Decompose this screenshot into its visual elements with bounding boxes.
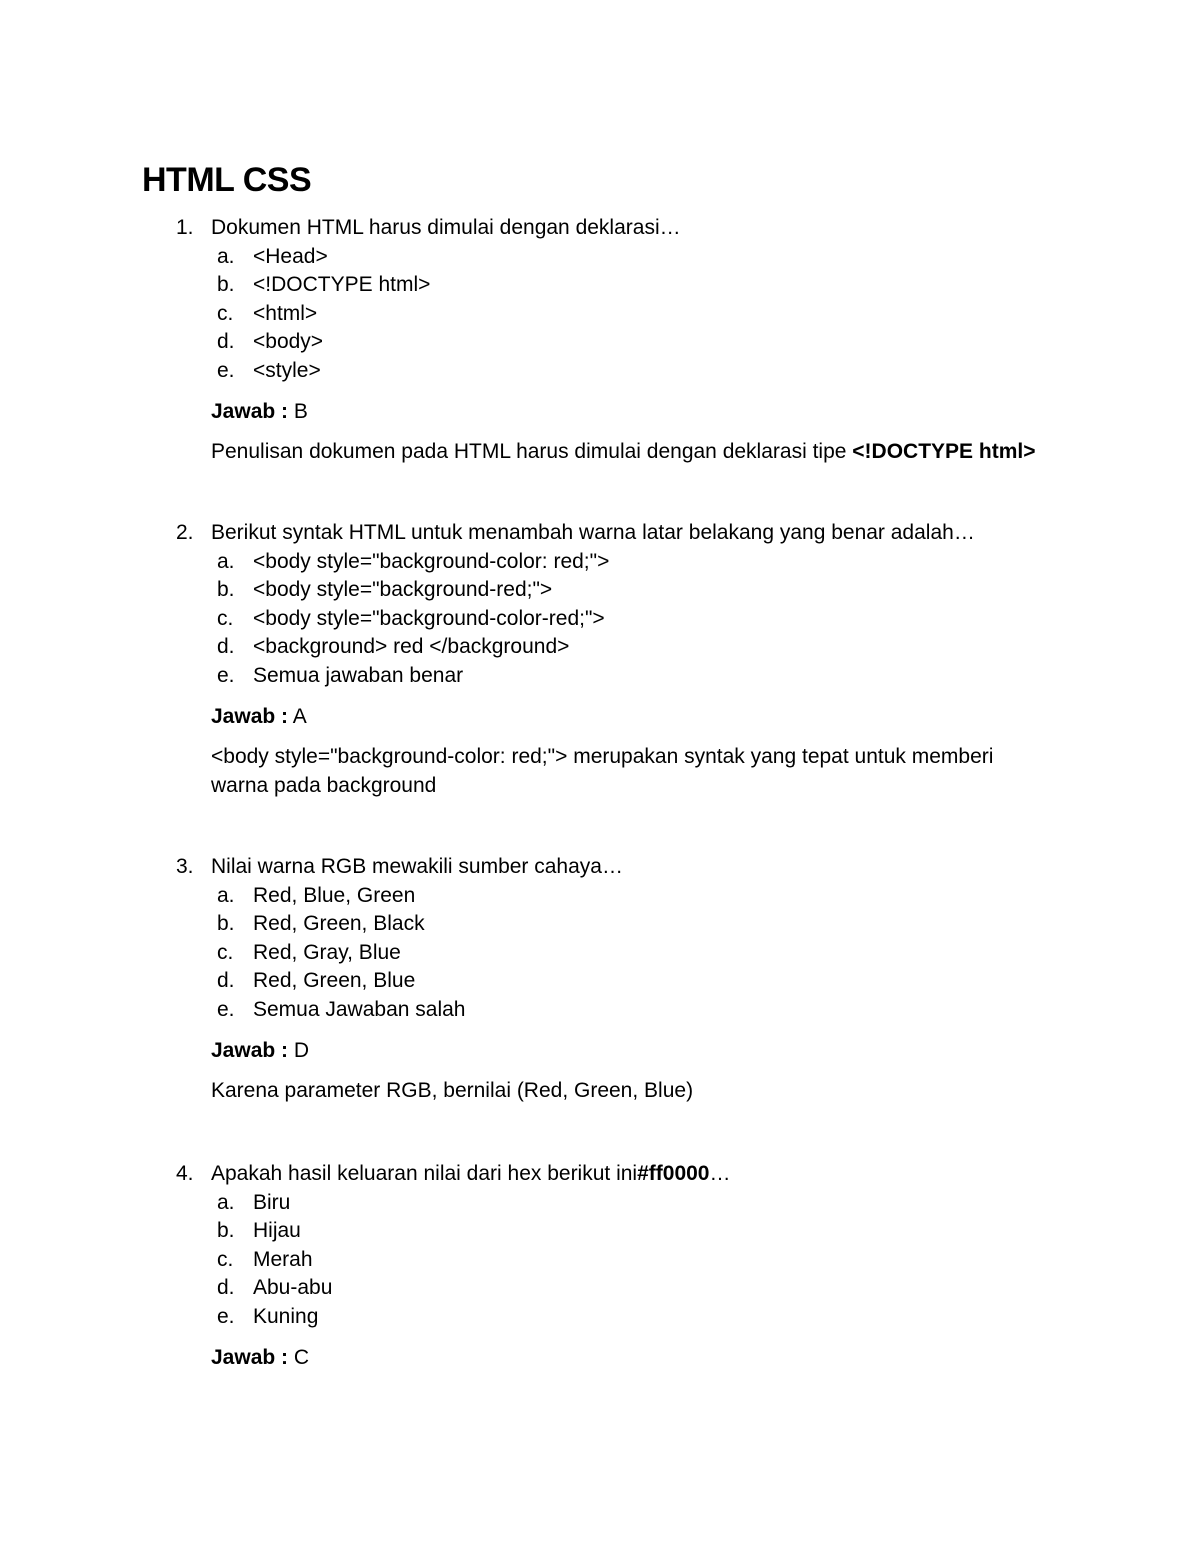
option-letter: e. (217, 1304, 235, 1328)
answer-value: C (293, 1345, 310, 1369)
question-text (176, 853, 1056, 882)
option-letter: c. (217, 606, 234, 630)
answer-label: Jawab : (211, 1345, 289, 1369)
answer-line (176, 703, 1056, 732)
option-d (176, 328, 1056, 357)
option-a (176, 243, 1056, 272)
question-text (176, 1160, 1056, 1189)
option-text: Red, Green, Blue (253, 969, 416, 993)
question-4 (176, 1160, 1056, 1372)
option-letter: a. (217, 244, 235, 268)
option-letter: d. (217, 635, 235, 659)
explanation-text: Penulisan dokumen pada HTML harus dimulai dengan deklarasi tipe (211, 440, 853, 464)
option-list (176, 882, 1056, 1025)
option-a (176, 1189, 1056, 1218)
answer-value: D (293, 1038, 310, 1062)
option-text: Semua Jawaban salah (253, 997, 466, 1021)
option-e (176, 357, 1056, 386)
option-letter: a. (217, 883, 235, 907)
option-text: Merah (253, 1247, 313, 1271)
explanation-text: Karena parameter RGB, bernilai (Red, Green, Blue) (211, 1079, 694, 1103)
option-letter: d. (217, 969, 235, 993)
option-d (176, 1274, 1056, 1303)
explanation (176, 743, 1051, 800)
option-letter: c. (217, 301, 234, 325)
option-list (176, 548, 1056, 691)
question-1 (176, 214, 1056, 467)
question-prompt: Dokumen HTML harus dimulai dengan deklarasi… (211, 216, 681, 239)
question-number: 3. (176, 855, 194, 878)
option-letter: b. (217, 912, 235, 936)
option-text: <html> (253, 301, 318, 325)
option-letter: a. (217, 549, 235, 573)
option-c (176, 939, 1056, 968)
question-text (176, 519, 1056, 548)
option-text: <body style="background-color-red;"> (253, 606, 605, 630)
option-letter: b. (217, 273, 235, 297)
option-text: Red, Blue, Green (253, 883, 416, 907)
option-b (176, 271, 1056, 300)
question-3 (176, 853, 1056, 1106)
option-text: Kuning (253, 1304, 319, 1328)
option-text: <body style="background-red;"> (253, 578, 553, 602)
option-c (176, 605, 1056, 634)
answer-line (176, 398, 1056, 427)
page-title: HTML CSS (142, 161, 312, 199)
option-d (176, 967, 1056, 996)
option-d (176, 633, 1056, 662)
answer-label: Jawab : (211, 1038, 289, 1062)
option-text: Semua jawaban benar (253, 663, 464, 687)
option-letter: e. (217, 997, 235, 1021)
option-text: <!DOCTYPE html> (253, 273, 431, 297)
option-c (176, 1246, 1056, 1275)
option-text: <style> (253, 358, 321, 382)
option-letter: b. (217, 578, 235, 602)
explanation (176, 438, 1051, 467)
option-b (176, 1217, 1056, 1246)
question-prompt: Berikut syntak HTML untuk menambah warna latar belakang yang benar adalah… (211, 521, 975, 544)
answer-value: B (293, 399, 308, 423)
option-text: <body style="background-color: red;"> (253, 549, 610, 573)
option-letter: e. (217, 663, 235, 687)
question-2 (176, 519, 1056, 800)
question-prompt: Nilai warna RGB mewakili sumber cahaya… (211, 855, 623, 878)
option-letter: d. (217, 1276, 235, 1300)
option-letter: e. (217, 358, 235, 382)
question-number: 1. (176, 216, 194, 239)
option-letter: c. (217, 1247, 234, 1271)
option-e (176, 996, 1056, 1025)
option-a (176, 882, 1056, 911)
option-letter: a. (217, 1190, 235, 1214)
option-text: Red, Green, Black (253, 912, 425, 936)
option-text: Hijau (253, 1219, 301, 1243)
option-letter: c. (217, 940, 234, 964)
option-letter: b. (217, 1219, 235, 1243)
question-prompt: Apakah hasil keluaran nilai dari hex berikut ini (211, 1162, 638, 1185)
option-text: Red, Gray, Blue (253, 940, 401, 964)
option-a (176, 548, 1056, 577)
option-e (176, 662, 1056, 691)
question-text (176, 214, 1056, 243)
answer-line (176, 1344, 1056, 1373)
question-number: 2. (176, 521, 194, 544)
option-text: <background> red </background> (253, 635, 570, 659)
question-prompt-end: … (709, 1162, 731, 1185)
option-text: Biru (253, 1190, 291, 1214)
question-number: 4. (176, 1162, 194, 1185)
option-text: <body> (253, 330, 324, 354)
answer-value: A (292, 704, 307, 728)
option-c (176, 300, 1056, 329)
option-e (176, 1303, 1056, 1332)
option-list (176, 243, 1056, 386)
option-text: <Head> (253, 244, 328, 268)
explanation (176, 1077, 1051, 1106)
answer-label: Jawab : (211, 704, 289, 728)
explanation-bold-text: <!DOCTYPE html> (852, 440, 1036, 464)
option-b (176, 910, 1056, 939)
question-hex-value: #ff0000 (637, 1162, 710, 1185)
answer-label: Jawab : (211, 399, 289, 423)
answer-line (176, 1037, 1056, 1066)
option-letter: d. (217, 330, 235, 354)
option-b (176, 576, 1056, 605)
option-text: Abu-abu (253, 1276, 333, 1300)
option-list (176, 1189, 1056, 1332)
explanation-text: <body style="background-color: red;"> merupakan syntak yang tepat untuk memberi warna pada background (211, 745, 994, 797)
